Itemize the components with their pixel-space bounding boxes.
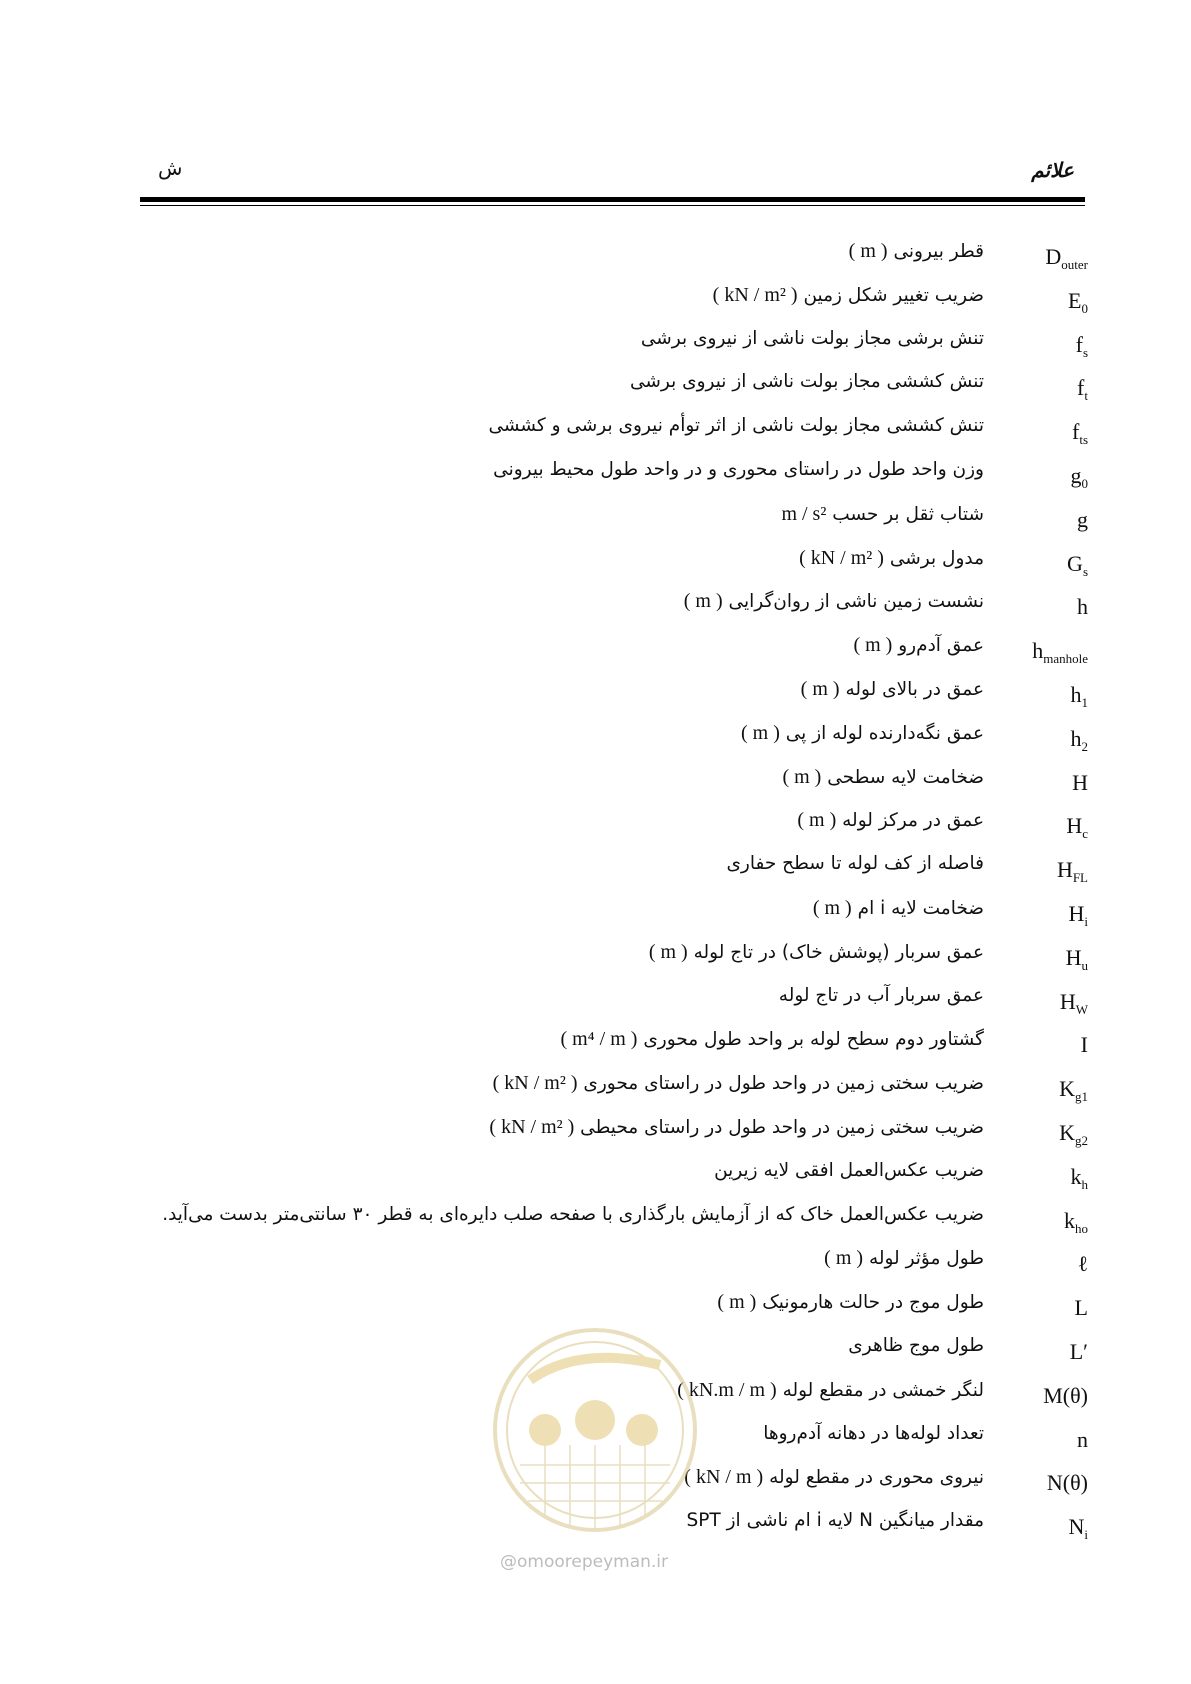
- symbol-description: [641, 328, 984, 349]
- symbol-description: [493, 1072, 984, 1095]
- symbol-main: L: [1074, 1295, 1088, 1321]
- description-text: تنش کششی مجاز بولت ناشی از اثر توأم نیروی برشی و کششی: [488, 415, 984, 437]
- symbol-main: K: [1059, 1119, 1075, 1145]
- description-text: وزن واحد طول در راستای محوری و در واحد طول محیط بیرونی: [493, 458, 984, 480]
- symbol: [1008, 1383, 1088, 1409]
- symbol-main: k: [1064, 1207, 1075, 1233]
- symbol-description: [560, 1028, 984, 1051]
- description-text: ضخامت لایه i ام: [857, 897, 984, 919]
- unit: ( m ): [648, 940, 688, 963]
- symbol: [1008, 726, 1088, 755]
- symbol-row: [0, 985, 1191, 1029]
- symbol-row: [0, 1160, 1191, 1204]
- description-text: فاصله از کف لوله تا سطح حفاری: [726, 853, 984, 875]
- symbol: [1008, 945, 1088, 974]
- section-title: علائم: [1031, 158, 1074, 182]
- symbol: [1008, 375, 1088, 404]
- description-text: لنگر خمشی در مقطع لوله: [782, 1379, 984, 1401]
- symbol-subscript: 2: [1081, 738, 1088, 754]
- symbol-description: [684, 1466, 984, 1489]
- description-text: ضریب عکس‌العمل خاک که از آزمایش بارگذاری با صفحه صلب دایره‌ای به قطر ۳۰ سانتی‌متر بدست می‌آید.: [162, 1203, 984, 1225]
- description-text: تعداد لوله‌ها در دهانه آدم‌روها: [763, 1422, 984, 1444]
- unit: ( kN / m² ): [799, 546, 884, 569]
- symbol-description: [684, 590, 984, 613]
- symbol: [1008, 1120, 1088, 1149]
- unit: ( m ): [740, 721, 780, 744]
- symbol: [1008, 1251, 1088, 1277]
- symbol-subscript: h: [1081, 1176, 1088, 1192]
- unit: ( kN.m / m ): [677, 1378, 777, 1401]
- watermark-site: @omoorepeyman.ir: [500, 1552, 669, 1572]
- symbol-main: H: [1056, 857, 1073, 883]
- symbol-main: I: [1080, 1032, 1088, 1058]
- symbol: [1008, 507, 1088, 533]
- symbol: [1008, 551, 1088, 580]
- header-rule: [140, 197, 1085, 202]
- symbol-row: [0, 415, 1191, 459]
- symbol-subscript: ts: [1079, 432, 1088, 448]
- description-text: عمق سربار (پوشش خاک) در تاج لوله: [693, 941, 984, 963]
- symbol-main: f: [1077, 375, 1085, 401]
- symbol-main: h: [1077, 594, 1088, 620]
- symbol-main: g: [1070, 462, 1082, 488]
- symbol-description: [493, 459, 984, 480]
- symbol-main: K: [1059, 1076, 1075, 1102]
- symbol-main: n: [1077, 1426, 1088, 1452]
- symbol-main: H: [1065, 944, 1082, 970]
- symbol-row: [0, 240, 1191, 284]
- symbol: [1008, 682, 1088, 711]
- symbol-description: [813, 897, 984, 920]
- page-number: ش: [158, 156, 183, 180]
- symbol-subscript: ho: [1075, 1220, 1088, 1236]
- description-text: عمق نگه‌دارنده لوله از پی: [785, 722, 984, 744]
- symbol-description: [687, 1510, 984, 1531]
- unit: ( m ): [782, 765, 822, 788]
- description-text: عمق آدم‌رو: [898, 635, 984, 657]
- symbol-description: [849, 240, 984, 263]
- symbol-subscript: s: [1082, 563, 1088, 579]
- symbol-description: [782, 766, 984, 789]
- symbol-row: [0, 678, 1191, 722]
- symbol: [1008, 244, 1088, 273]
- description-text: مقدار میانگین N لایه i ام ناشی از SPT: [686, 1510, 984, 1532]
- symbol-description: [713, 284, 984, 307]
- description-text: طول موج ظاهری: [848, 1334, 984, 1356]
- unit: ( m ): [717, 1291, 757, 1314]
- symbol: [1008, 1295, 1088, 1321]
- description-text: ضریب عکس‌العمل افقی لایه زیرین: [714, 1159, 984, 1181]
- symbol: [1008, 1076, 1088, 1105]
- description-text: ضریب تغییر شکل زمین: [803, 284, 984, 306]
- description-text: تنش کششی مجاز بولت ناشی از نیروی برشی: [629, 371, 984, 393]
- symbol: [1008, 463, 1088, 492]
- symbol-subscript: outer: [1061, 257, 1088, 272]
- description-text: ضریب سختی زمین در واحد طول در راستای محیطی: [580, 1116, 984, 1138]
- symbol-row: [0, 634, 1191, 678]
- symbol-row: [0, 722, 1191, 766]
- symbol-description: [799, 547, 984, 570]
- symbol-row: [0, 284, 1191, 328]
- symbol-row: [0, 766, 1191, 810]
- unit: ( m ): [824, 1247, 864, 1270]
- symbol-description: [801, 678, 984, 701]
- symbol-description: [763, 1423, 984, 1444]
- symbol: [1008, 1514, 1088, 1543]
- symbol-row: [0, 1247, 1191, 1291]
- symbol-main: f: [1072, 419, 1080, 445]
- symbol-row: [0, 1028, 1191, 1072]
- symbol-subscript: t: [1084, 388, 1088, 404]
- symbol: [1008, 1427, 1088, 1453]
- symbol-description: [717, 1291, 984, 1314]
- unit: ( m ): [797, 809, 837, 832]
- unit: ( kN / m² ): [712, 283, 798, 306]
- symbol-main: H: [1059, 988, 1076, 1014]
- symbol: [1008, 1208, 1088, 1237]
- unit: ( m ): [812, 896, 852, 919]
- symbol-subscript: FL: [1072, 870, 1088, 886]
- symbol-main: f: [1075, 331, 1083, 357]
- symbol-description: [781, 503, 984, 526]
- symbol-description: [649, 941, 984, 964]
- symbol-main: H: [1068, 900, 1085, 926]
- unit: m / s²: [781, 502, 827, 525]
- description-text: عمق در بالای لوله: [845, 678, 984, 700]
- description-text: تنش برشی مجاز بولت ناشی از نیروی برشی: [640, 327, 984, 349]
- symbol: [1008, 901, 1088, 930]
- symbol-description: [853, 634, 984, 657]
- symbol-main: h: [1032, 638, 1044, 664]
- symbol-description: [714, 1160, 984, 1181]
- symbol-row: [0, 503, 1191, 547]
- symbol-subscript: g1: [1075, 1089, 1088, 1105]
- symbol-main: k: [1070, 1163, 1082, 1189]
- description-text: عمق سربار آب در تاج لوله: [778, 984, 984, 1006]
- symbol-description: [797, 809, 984, 832]
- symbol-description: [824, 1247, 984, 1270]
- description-text: ضخامت لایه سطحی: [827, 766, 984, 788]
- symbol-main: N(θ): [1046, 1470, 1088, 1496]
- symbol-subscript: u: [1081, 957, 1088, 973]
- description-text: عمق در مرکز لوله: [842, 810, 984, 832]
- symbol-subscript: W: [1075, 1001, 1088, 1017]
- description-text: طول موج در حالت هارمونیک: [762, 1292, 984, 1314]
- symbol-main: ℓ: [1077, 1251, 1088, 1277]
- unit: ( m ): [800, 677, 840, 700]
- symbol-main: L′: [1069, 1338, 1088, 1364]
- symbol-description: [726, 853, 984, 874]
- symbol-subscript: i: [1084, 913, 1088, 929]
- symbol: [1008, 1470, 1088, 1496]
- unit: ( m ): [683, 590, 723, 613]
- symbol-subscript: g2: [1075, 1132, 1088, 1148]
- watermark-logo: [490, 1325, 700, 1535]
- symbol-description: [630, 371, 984, 392]
- symbol-main: E: [1068, 287, 1082, 313]
- unit: ( m ): [848, 240, 888, 262]
- symbol-row: [0, 459, 1191, 503]
- symbol: [1008, 1164, 1088, 1193]
- symbol-description: [741, 722, 984, 745]
- symbol-description: [677, 1379, 984, 1402]
- symbol-row: [0, 547, 1191, 591]
- symbol-subscript: 0: [1081, 475, 1088, 491]
- symbol: [1008, 813, 1088, 842]
- symbol: [1008, 332, 1088, 361]
- symbol-subscript: i: [1084, 1527, 1088, 1543]
- symbol: [1008, 288, 1088, 317]
- description-text: مدول برشی: [889, 547, 984, 569]
- header-rule-thin: [140, 205, 1085, 206]
- description-text: شتاب ثقل بر حسب: [832, 503, 984, 525]
- symbol-main: G: [1067, 550, 1083, 576]
- unit: ( kN / m² ): [492, 1072, 578, 1095]
- symbol: [1008, 1339, 1088, 1365]
- description-text: طول مؤثر لوله: [868, 1248, 984, 1270]
- symbol: [1008, 1032, 1088, 1058]
- symbol: [1008, 770, 1088, 796]
- symbol-row: [0, 1116, 1191, 1160]
- symbol-row: [0, 941, 1191, 985]
- symbol-row: [0, 809, 1191, 853]
- symbol-main: N: [1068, 1514, 1085, 1540]
- unit: ( kN / m² ): [489, 1115, 575, 1138]
- symbol-description: [162, 1204, 984, 1225]
- symbol-main: H: [1072, 769, 1088, 795]
- symbol-row: [0, 853, 1191, 897]
- description-text: گشتاور دوم سطح لوله بر واحد طول محوری: [643, 1029, 984, 1051]
- symbol-subscript: 1: [1081, 694, 1088, 710]
- description-text: نشست زمین ناشی از روان‌گرایی: [728, 591, 984, 613]
- symbol: [1008, 857, 1088, 886]
- symbol-main: H: [1066, 813, 1083, 839]
- symbol-subscript: c: [1082, 826, 1088, 842]
- symbol-subscript: manhole: [1043, 651, 1088, 667]
- symbol: [1008, 419, 1088, 448]
- symbol: [1008, 989, 1088, 1018]
- description-text: نیروی محوری در مقطع لوله: [769, 1467, 984, 1489]
- symbol-subscript: 0: [1081, 300, 1088, 316]
- symbol: [1008, 638, 1088, 667]
- unit: ( m ): [853, 634, 893, 657]
- unit: ( kN / m ): [684, 1466, 764, 1489]
- symbol-main: M(θ): [1043, 1382, 1088, 1408]
- description-text: قطر بیرونی: [893, 241, 984, 262]
- symbol-main: h: [1070, 681, 1082, 707]
- symbol-subscript: s: [1082, 344, 1088, 360]
- symbol: [1008, 594, 1088, 620]
- symbol-description: [779, 985, 984, 1006]
- symbol-row: [0, 371, 1191, 415]
- description-text: ضریب سختی زمین در واحد طول در راستای محوری: [583, 1073, 984, 1095]
- symbol-row: [0, 897, 1191, 941]
- symbol-description: [488, 415, 984, 436]
- symbol-main: h: [1070, 725, 1082, 751]
- unit: ( m⁴ / m ): [560, 1028, 638, 1051]
- symbol-description: [848, 1335, 984, 1356]
- symbol-row: [0, 328, 1191, 372]
- symbol-description: [489, 1116, 984, 1139]
- symbol-row: [0, 590, 1191, 634]
- symbol-row: [0, 1072, 1191, 1116]
- symbol-main: D: [1045, 244, 1062, 269]
- symbol-row: [0, 1204, 1191, 1248]
- symbol-main: g: [1077, 506, 1088, 532]
